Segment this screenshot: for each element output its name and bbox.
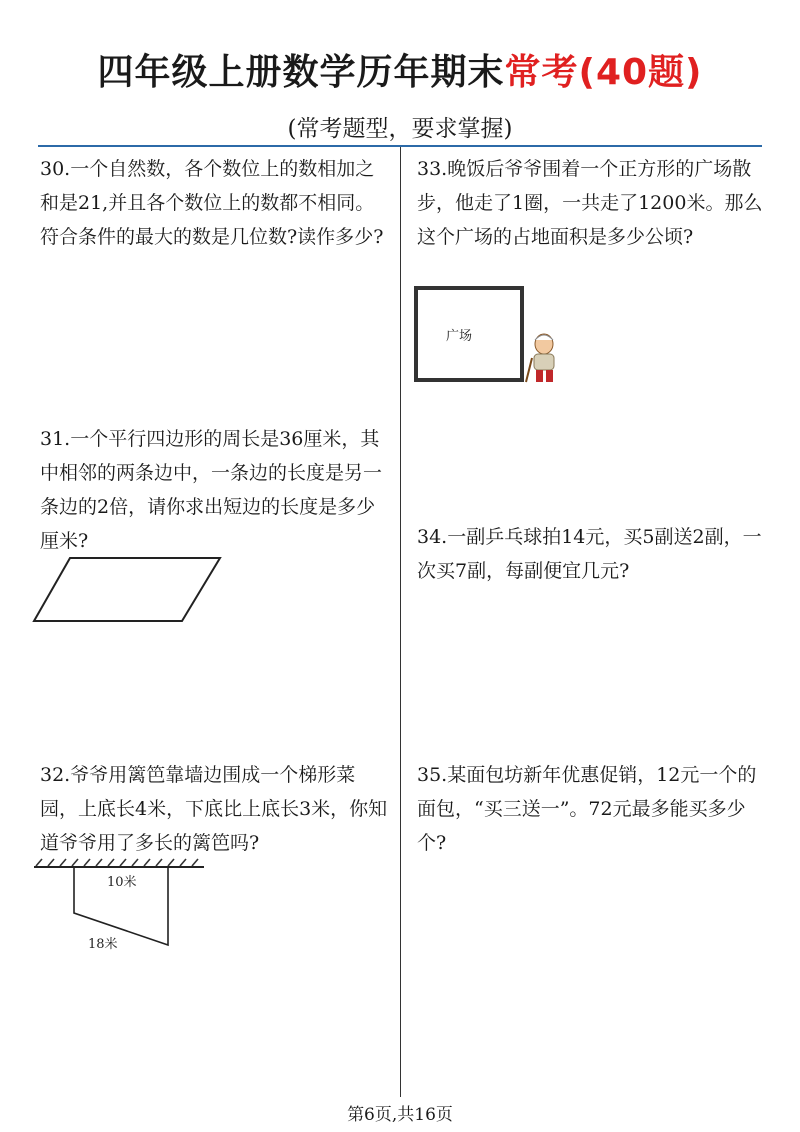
trapezoid-top-label: 10米 [107, 875, 137, 890]
page-footer: 第6页,共16页 [347, 1105, 453, 1125]
question-33: 33.晚饭后爷爷围着一个正方形的广场散步，他走了1圈，一共走了1200米。那么这个广场的占地面积是多少公顷? [417, 158, 763, 248]
trapezoid-garden-figure [30, 855, 220, 955]
question-31: 31.一个平行四边形的周长是36厘米，其中相邻的两条边中，一条边的长度是另一条边的2倍，请你求出短边的长度是多少厘米? [40, 428, 383, 552]
page-subtitle: (常考题型，要求掌握) [287, 116, 513, 142]
title-main: 四年级上册数学历年期末 [97, 52, 505, 93]
question-34: 34.一副乒乓球拍14元，买5副送2副，一次买7副，每副便宜几元? [417, 526, 762, 582]
plaza-label: 广场 [446, 329, 473, 344]
square-plaza-figure [408, 284, 568, 390]
trapezoid-bottom-label: 18米 [88, 937, 118, 952]
question-35: 35.某面包坊新年优惠促销，12元一个的面包，“买三送一”。72元最多能买多少个? [417, 764, 757, 854]
question-30: 30.一个自然数，各个数位上的数相加之和是21,并且各个数位上的数都不相同。符合条件的最大的数是几位数?读作多少? [40, 158, 384, 248]
question-32: 32.爷爷用篱笆靠墙边围成一个梯形菜园，上底长4米，下底比上底长3米，你知道爷爷用了多长的篱笆吗? [40, 764, 388, 854]
parallelogram-figure [30, 555, 230, 627]
wall-hatching [36, 859, 198, 866]
column-divider [400, 147, 401, 1097]
parallelogram-shape [34, 558, 220, 621]
grandpa-icon [526, 334, 554, 382]
page-title [0, 44, 800, 95]
title-highlight: 常考(40题) [504, 52, 703, 93]
